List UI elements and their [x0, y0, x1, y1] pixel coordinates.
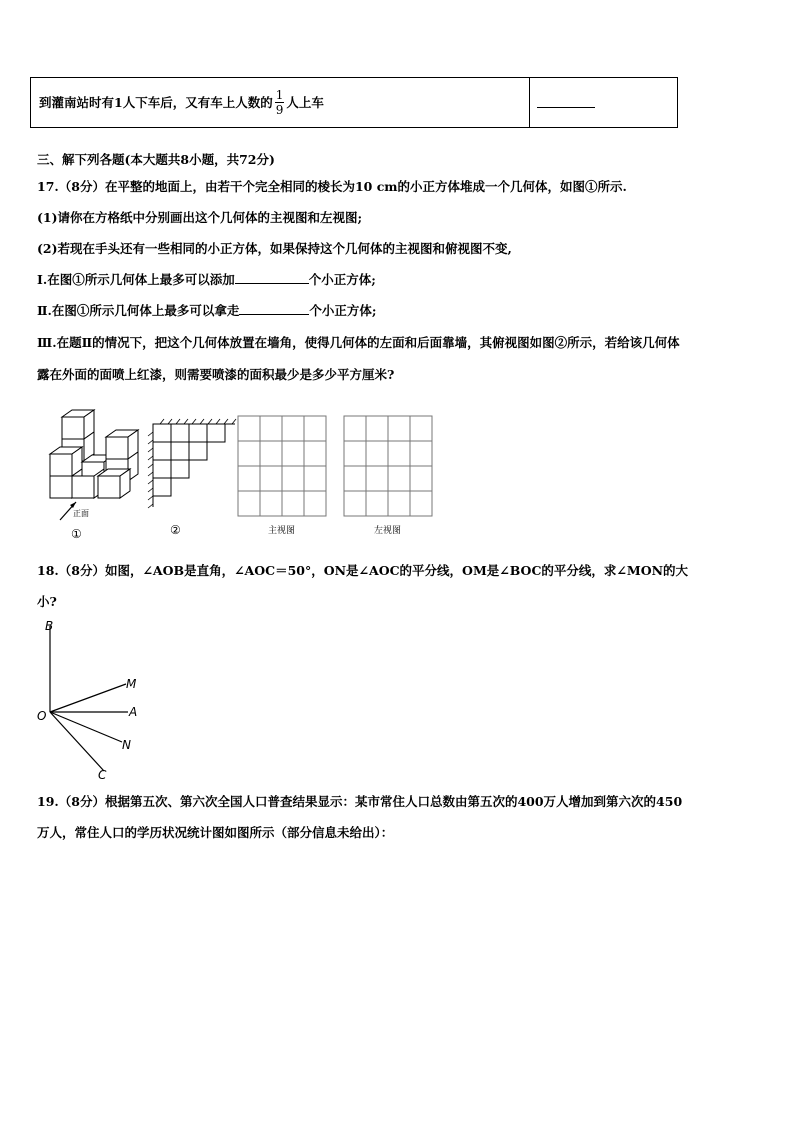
table-text-after: 人上车 [286, 95, 324, 110]
q19-line2: 万人，常住人口的学历状况统计图如图所示（部分信息未给出）： [37, 825, 394, 840]
q17-sub3-line1: Ⅲ.在题Ⅱ的情况下，把这个几何体放置在墙角，使得几何体的左面和后面靠墙，其俯视图如图②所示，若给该几何体 [37, 335, 680, 350]
q19-number: 19.（8分） [37, 794, 105, 809]
fig1-front-label: 正面 [73, 509, 89, 518]
q17-part1: (1)请你在方格纸中分别画出这个几何体的主视图和左视图; [37, 210, 363, 225]
fig1-cubes [50, 410, 138, 506]
table-question-cell [31, 78, 530, 128]
table-text-before: 到灌南站时有1人下车后，又有车上人数的 [39, 95, 273, 110]
fig2-topview [148, 419, 236, 508]
q17-sub3-line2: 露在外面的面喷上红漆，则需要喷漆的面积最少是多少平方厘米? [37, 367, 395, 382]
q17-sub1-text: Ⅰ.在图①所示几何体上最多可以添加 [37, 272, 235, 287]
fraction-denominator: 9 [275, 103, 284, 117]
q17-stem-line [37, 179, 627, 195]
table-answer-cell [530, 78, 678, 128]
ray-OC [50, 712, 104, 771]
q19-line1 [37, 794, 682, 810]
cube [62, 410, 94, 439]
ray-ON [50, 712, 122, 742]
grid1-caption: 主视图 [268, 526, 296, 536]
answer-blank[interactable] [537, 107, 595, 108]
label-B: B [45, 619, 54, 633]
q17-part2: (2)若现在手头还有一些相同的小正方体，如果保持这个几何体的主视图和俯视图不变, [37, 241, 512, 256]
q18-stem-line2: 小? [37, 594, 57, 609]
label-C: C [98, 768, 107, 782]
label-A: A [129, 705, 138, 719]
cube [50, 447, 82, 476]
grid2-caption: 左视图 [374, 526, 402, 536]
fig2-label: ② [170, 523, 181, 537]
q17-stem: 在平整的地面上，由若干个完全相同的棱长为10 cm的小正方体堆成一个几何体，如图①所示. [104, 179, 627, 194]
q17-sub1-blank[interactable] [235, 283, 309, 284]
grid-left-view [344, 416, 432, 516]
label-M: M [126, 677, 137, 691]
fig1-label: ① [71, 527, 82, 541]
q17-sub2-text: Ⅱ.在图①所示几何体上最多可以拿走 [37, 303, 240, 318]
q17-figures [40, 402, 440, 547]
q17-number: 17.（8分） [37, 179, 105, 194]
q17-sub2-tail: 个小正方体; [309, 303, 377, 318]
q18-stem: 如图，∠AOB是直角，∠AOC＝50°，ON是∠AOC的平分线，OM是∠BOC的平分线，求∠MON的大 [104, 563, 689, 578]
cube [106, 430, 138, 459]
fraction-numerator: 1 [275, 88, 284, 102]
q18-stem-line1 [37, 563, 688, 579]
q17-sub2-blank[interactable] [239, 314, 309, 315]
q19-text: 根据第五次、第六次全国人口普查结果显示：某市常住人口总数由第五次的400万人增加到第六次的450 [104, 794, 683, 809]
q17-sub1-tail: 个小正方体; [308, 272, 376, 287]
fraction [275, 88, 285, 117]
grid-front-view [238, 416, 326, 516]
section-heading: 三、解下列各题(本大题共8小题，共72分) [37, 152, 275, 167]
q18-angle-figure [36, 616, 146, 784]
ray-OM [50, 684, 126, 712]
label-N: N [122, 738, 131, 752]
cube [98, 469, 130, 498]
q17-sub1 [37, 272, 376, 288]
answer-table [30, 77, 678, 128]
q17-sub2 [37, 303, 377, 319]
q18-number: 18.（8分） [37, 563, 105, 578]
label-O: O [37, 709, 47, 723]
